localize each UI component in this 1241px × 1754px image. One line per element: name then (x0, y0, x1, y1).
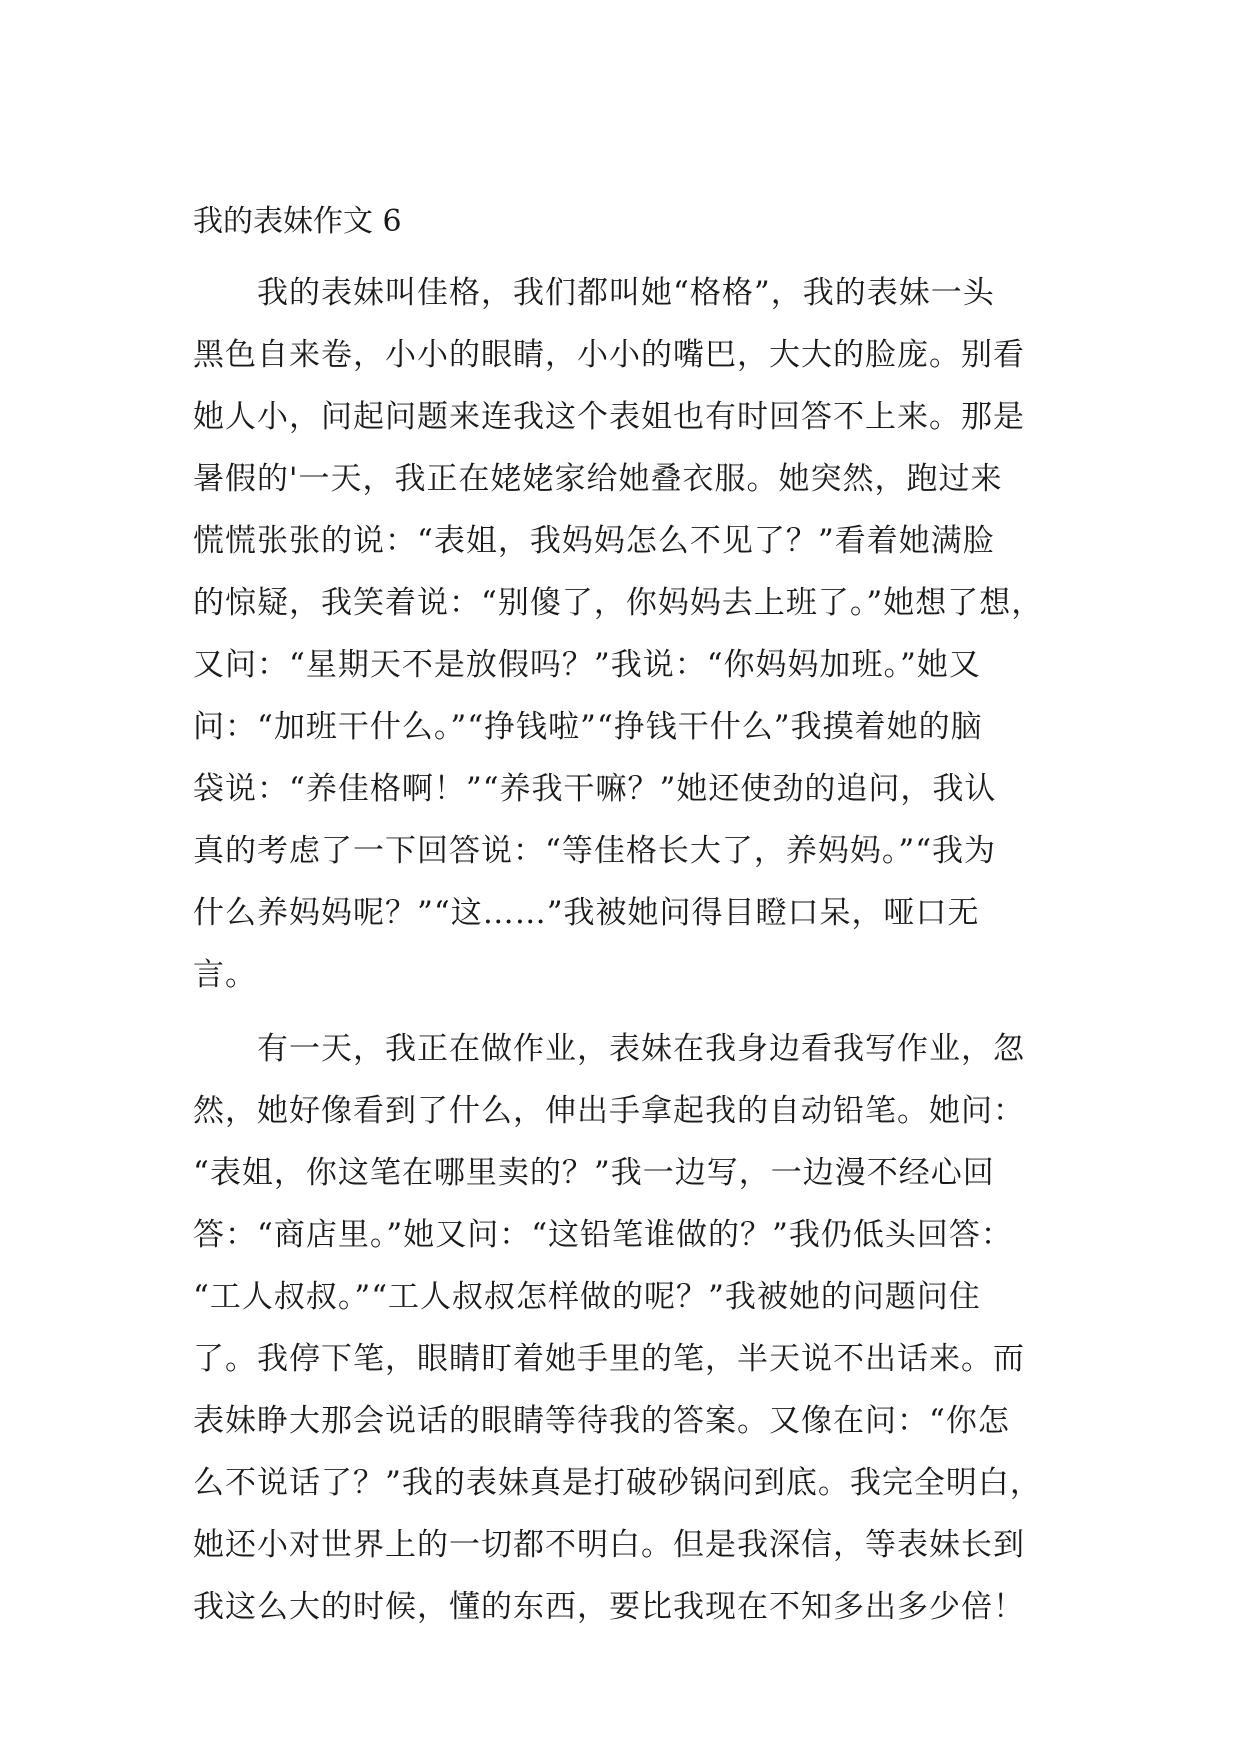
text-line: 什么养妈妈呢？”“这……”我被她问得目瞪口呆，哑口无 (193, 895, 980, 931)
text-line: “表姐，你这笔在哪里卖的？”我一边写，一边漫不经心回 (193, 1155, 995, 1191)
text-line: 表妹睁大那会说话的眼睛等待我的答案。又像在问：“你怎 (193, 1403, 1010, 1439)
text-line: 我这么大的时候，懂的东西，要比我现在不知多出多少倍！ (193, 1589, 1025, 1625)
text-line: 我的表妹叫佳格，我们都叫她“格格”，我的表妹一头 (257, 275, 995, 311)
text-line: 她人小，问起问题来连我这个表姐也有时回答不上来。那是 (193, 399, 1025, 435)
text-line: 有一天，我正在做作业，表妹在我身边看我写作业，忽 (257, 1031, 1025, 1067)
text-line: 答：“商店里。”她又问：“这铅笔谁做的？”我仍低头回答： (193, 1217, 1013, 1253)
text-line: 袋说：“养佳格啊！”“养我干嘛？”她还使劲的追问，我认 (193, 771, 997, 807)
document-page (193, 200, 1053, 1638)
text-line: 又问：“星期天不是放假吗？”我说：“你妈妈加班。”她又 (193, 647, 981, 683)
document-body (193, 262, 1053, 1638)
text-line: 然，她好像看到了什么，伸出手拿起我的自动铅笔。她问： (193, 1093, 1025, 1129)
text-line: 慌慌张张的说：“表姐，我妈妈怎么不见了？”看着她满脸 (193, 523, 995, 559)
paragraph-gap (193, 1006, 1053, 1018)
text-line: 真的考虑了一下回答说：“等佳格长大了，养妈妈。”“我为 (193, 833, 997, 869)
text-line: 问：“加班干什么。”“挣钱啦”“挣钱干什么”我摸着她的脑 (193, 709, 983, 745)
text-line: 了。我停下笔，眼睛盯着她手里的笔，半天说不出话来。而 (193, 1341, 1025, 1377)
document-title: 我的表妹作文 6 (193, 204, 402, 239)
text-line: 的惊疑，我笑着说：“别傻了，你妈妈去上班了。”她想了想， (193, 585, 1044, 621)
paragraph (193, 262, 1053, 1006)
text-line: 言。 (193, 957, 257, 993)
text-line: 黑色自来卷，小小的眼睛，小小的嘴巴，大大的脸庞。别看 (193, 337, 1025, 373)
text-line: “工人叔叔。”“工人叔叔怎样做的呢？”我被她的问题问住 (193, 1279, 981, 1315)
text-line: 么不说话了？”我的表妹真是打破砂锅问到底。我完全明白， (193, 1465, 1042, 1501)
text-line: 暑假的'一天，我正在姥姥家给她叠衣服。她突然，跑过来 (193, 461, 1003, 497)
text-line: 她还小对世界上的一切都不明白。但是我深信，等表妹长到 (193, 1527, 1025, 1563)
paragraph (193, 1018, 1053, 1638)
